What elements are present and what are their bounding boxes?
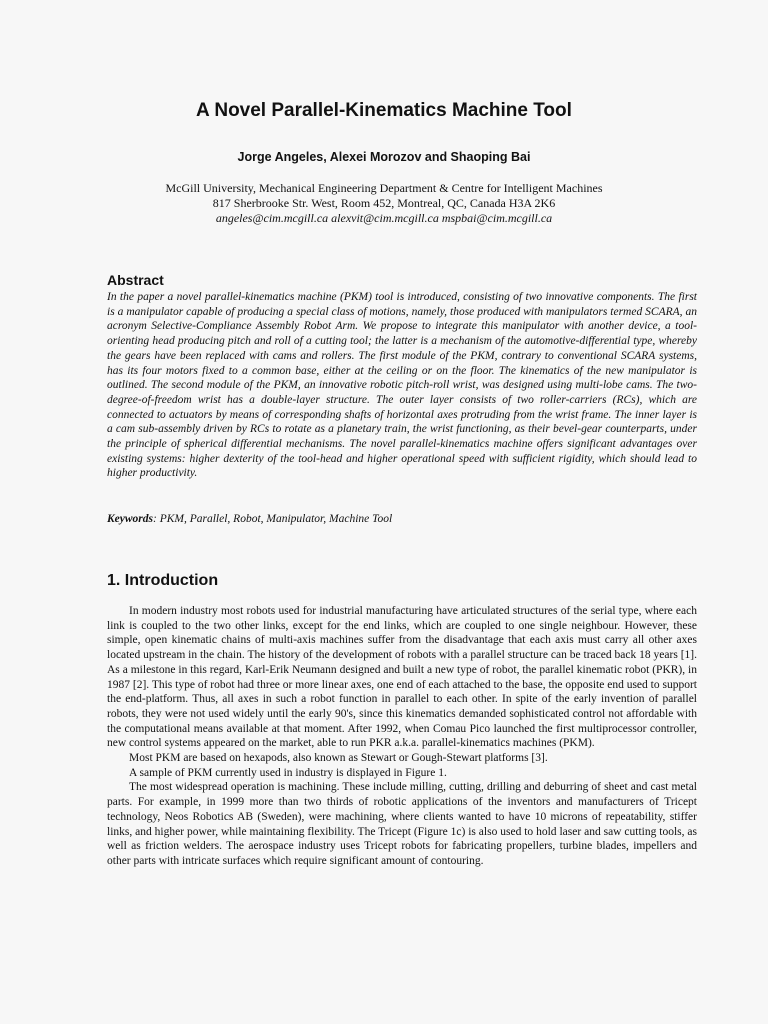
affiliation-line-2: 817 Sherbrooke Str. West, Room 452, Montreal, QC, Canada H3A 2K6 bbox=[212, 196, 556, 210]
abstract-heading: Abstract bbox=[107, 272, 164, 288]
keywords-label: Keywords bbox=[107, 513, 153, 525]
affiliation-line-1: McGill University, Mechanical Engineering Department & Centre for Intelligent Machines bbox=[165, 181, 603, 195]
intro-paragraph: Most PKM are based on hexapods, also known as Stewart or Gough-Stewart platforms [3]. bbox=[129, 752, 548, 765]
affiliation-block bbox=[0, 181, 768, 226]
author-list: Jorge Angeles, Alexei Morozov and Shaoping Bai bbox=[237, 150, 531, 164]
section-heading-introduction: 1. Introduction bbox=[107, 572, 219, 589]
author-emails: angeles@cim.mcgill.ca alexvit@cim.mcgill.ca mspbai@cim.mcgill.ca bbox=[215, 211, 553, 225]
paper-title: A Novel Parallel-Kinematics Machine Tool bbox=[196, 100, 572, 121]
intro-paragraph: The most widespread operation is machining. These include milling, cutting, drilling and deburring of sheet and cast metal parts. For example, in 1999 more than two thirds of robotic applications of the inventors and manufacturers of Tricept technology, Neos Robotics AB (Sweden), were machining, where clients wanted to have 10 microns of repeatability, stiffer links, and higher power, while maintaining flexibility. The Tricept (Figure 1c) is also used to hold laser and saw cutting tools, as well as friction welders. The aerospace industry uses Tricept robots for fabricating propellers, turbine blades, impellers and other parts with intricate surfaces which require significant amount of contouring. bbox=[107, 781, 697, 867]
abstract-text: In the paper a novel parallel-kinematics machine (PKM) tool is introduced, consisting of two innovative components. The first is a manipulator capable of producing a special class of motions, namely, those produced with manipulators termed SCARA, an acronym Selective-Compliance Assembly Robot Arm. We propose to integrate this manipulator with another device, a tool-orienting head producing pitch and roll of a cutting tool; the latter is a mechanism of the automotive-differential type, whereby the gears have been replaced with cams and rollers. The first module of the PKM, contrary to conventional SCARA systems, has its four motors fixed to a common base, either at the ceiling or on the floor. The kinematics of the new manipulator is outlined. The second module of the PKM, an innovative robotic pitch-roll wrist, was designed using multi-lobe cams. The two-degree-of-freedom wrist has a double-layer structure. The outer layer consists of two roller-carriers (RCs), which are connected to actuators by means of corresponding shafts of horizontal axes protruding from the wrist frame. The inner layer is a cam sub-assembly driven by RCs to rotate as a planetary train, the wrist functioning, as their bevel-gear counterparts, under the principle of spherical differential mechanisms. The novel parallel-kinematics machine offers significant advantages over existing systems: higher dexterity of the tool-head and higher operational speed with sufficient rigidity, which should lead to higher productivity. bbox=[107, 291, 697, 480]
introduction-body bbox=[107, 604, 697, 869]
keywords-text: : PKM, Parallel, Robot, Manipulator, Machine Tool bbox=[153, 513, 393, 525]
intro-paragraph: A sample of PKM currently used in industry is displayed in Figure 1. bbox=[129, 766, 447, 779]
intro-paragraph: In modern industry most robots used for industrial manufacturing have articulated structures of the serial type, where each link is coupled to the two other links, except for the end links, which are coupled to one single neighbour. However, these simple, open kinematic chains of multi-axis machines suffer from the disadvantage that each axis must carry all other axes located upstream in the chain. The history of the development of robots with a parallel structure can be traced back 18 years [1]. As a milestone in this regard, Karl-Erik Neumann designed and built a new type of robot, the parallel kinematic robot (PKR), in 1987 [2]. This type of robot had three or more linear axes, one end of each attached to the base, the opposite end used to support the end-platform. Thus, all axes in such a robot function in parallel to each other. In spite of the early invention of parallel robots, they were not used widely until the early 90's, since this kinematics demanded sophisticated control not affordable with the computational means available at that moment. After 1992, when Comau Pico launched the first multiprocessor controller, new control systems appeared on the market, able to run PKR a.k.a. parallel-kinematics machines (PKM). bbox=[107, 605, 697, 750]
keywords-line bbox=[107, 513, 697, 525]
